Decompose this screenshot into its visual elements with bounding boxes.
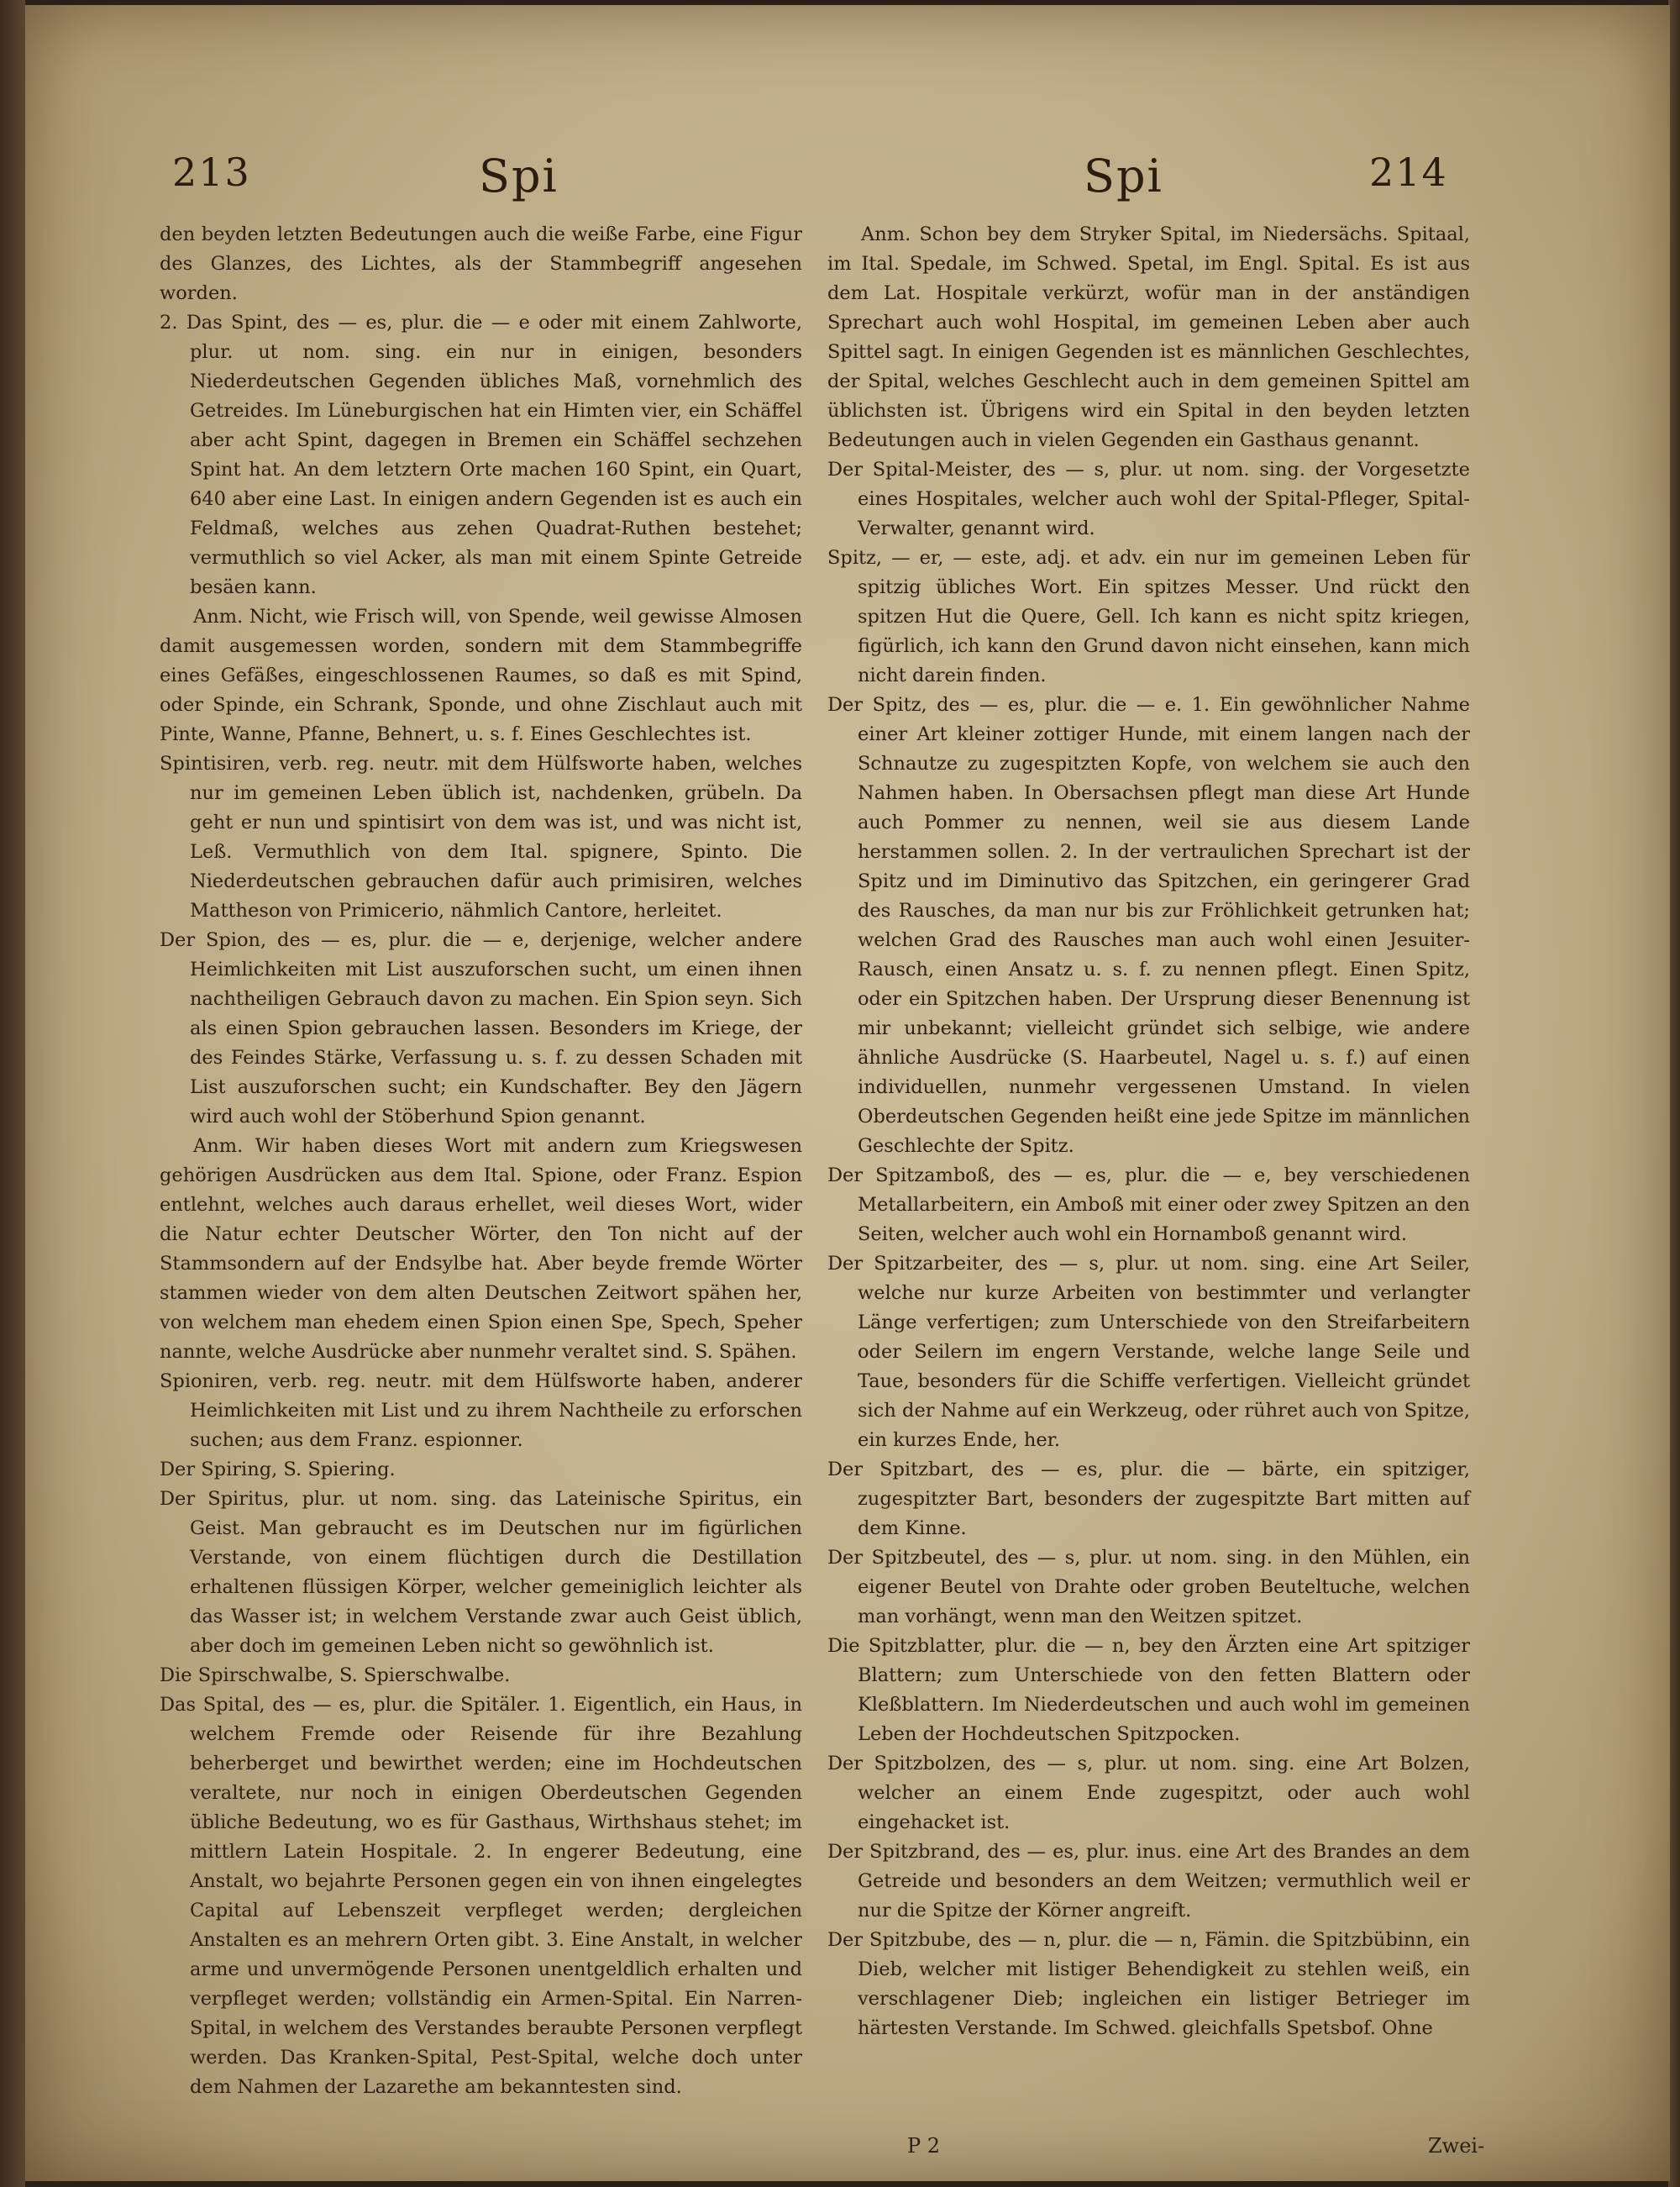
running-head-left: Spi (479, 150, 559, 202)
dictionary-entry: 2. Das Spint, des — es, plur. die — e oder mit einem Zahlworte, plur. ut nom. sing. ein nur in einigen, besonders Niederdeutschen Gegenden übliches Maß, vornehmlich des Getreides. Im Lüneburgischen hat ein Himten vier, ein Schäffel aber acht Spint, dagegen in Bremen ein Schäffel sechzehen Spint hat. An dem letztern Orte machen 160 Spint, ein Quart, 640 aber eine Last. In einigen andern Gegenden ist es auch ein Feldmaß, welches aus zehen Quadrat-Ruthen bestehet; vermuthlich so viel Acker, als man mit einem Spinte Getreide besäen kann. (160, 312, 802, 598)
left-column (160, 220, 802, 2102)
dictionary-entry: Die Spitzblatter, plur. die — n, bey den Ärzten eine Art spitziger Blattern; zum Unterschiede von den fetten Blattern oder Kleßblattern. Im Niederdeutschen und auch wohl im gemeinen Leben der Hochdeutschen Spitzpocken. (827, 1635, 1470, 1745)
paragraph: den beyden letzten Bedeutungen auch die weiße Farbe, eine Figur des Glanzes, des Lichtes, als der Stammbegriff angesehen worden. (160, 223, 802, 304)
annotation: Anm. Schon bey dem Stryker Spital, im Niedersächs. Spitaal, im Ital. Spedale, im Schwed. Spetal, im Engl. Spital. Es ist aus dem Lat. Hospitale verkürzt, wofür man in der anständigen Sprechart auch wohl Hospital, im gemeinen Leben aber auch Spittel sagt. In einigen Gegenden ist es männlichen Geschlechtes, der Spital, welches Geschlecht auch in dem gemeinen Spittel am üblichsten ist. Übrigens wird ein Spital in den beyden letzten Bedeutungen auch in vielen Gegenden ein Gasthaus genannt. (827, 223, 1470, 451)
dictionary-entry: Der Spitzbube, des — n, plur. die — n, Fämin. die Spitzbübinn, ein Dieb, welcher mit listiger Behendigkeit zu stehlen weiß, ein verschlagener Dieb; ingleichen ein listiger Betrieger im härtesten Verstande. Im Schwed. gleichfalls Spetsbof. Ohne (827, 1929, 1470, 2039)
annotation: Anm. Wir haben dieses Wort mit andern zum Kriegswesen gehörigen Ausdrücken aus dem Ital. Spione, oder Franz. Espion entlehnt, welches auch daraus erhellet, weil dieses Wort, wider die Natur echter Deutscher Wörter, den Ton nicht auf der Stammsondern auf der Endsylbe hat. Aber beyde fremde Wörter stammen wieder von dem alten Deutschen Zeitwort spähen her, von welchem man ehedem einen Spion einen Spe, Spech, Speher nannte, welche Ausdrücke aber nunmehr veraltet sind. S. Spähen. (160, 1135, 802, 1363)
catchword: Zwei- (1428, 2134, 1485, 2158)
previous-page-edge (0, 0, 25, 2187)
dictionary-entry: Der Spion, des — es, plur. die — e, derjenige, welcher andere Heimlichkeiten mit List auszuforschen sucht, um einen ihnen nachtheiligen Gebrauch davon zu machen. Ein Spion seyn. Sich als einen Spion gebrauchen lassen. Besonders im Kriege, der des Feindes Stärke, Verfassung u. s. f. zu dessen Schaden mit List auszuforschen sucht; ein Kundschafter. Bey den Jägern wird auch wohl der Stöberhund Spion genannt. (160, 929, 802, 1128)
page-number-left: 213 (172, 150, 251, 195)
right-column (827, 220, 1470, 2043)
dictionary-entry: Spioniren, verb. reg. neutr. mit dem Hülfsworte haben, anderer Heimlichkeiten mit List und zu ihrem Nachtheile zu erforschen suchen; aus dem Franz. espionner. (160, 1370, 802, 1451)
dictionary-entry: Der Spitz, des — es, plur. die — e. 1. Ein gewöhnlicher Nahme einer Art kleiner zottiger Hunde, mit einem langen nach der Schnautze zu zugespitzten Kopfe, von welchem sie auch den Nahmen haben. In Obersachsen pflegt man diese Art Hunde auch Pommer zu nennen, weil sie aus diesem Lande herstammen sollen. 2. In der vertraulichen Sprechart ist der Spitz und im Diminutivo das Spitzchen, ein geringerer Grad des Rausches, da man nur bis zur Fröhlichkeit getrunken hat; welchen Grad des Rausches man auch wohl einen Jesuiter-Rausch, einen Ansatz u. s. f. zu nennen pflegt. Einen Spitz, oder ein Spitzchen haben. Der Ursprung dieser Benennung ist mir unbekannt; vielleicht gründet sich selbige, wie andere ähnliche Ausdrücke (S. Haarbeutel, Nagel u. s. f.) auf einen individuellen, nunmehr vergessenen Umstand. In vielen Oberdeutschen Gegenden heißt eine jede Spitze im männlichen Geschlechte der Spitz. (827, 694, 1470, 1157)
dictionary-entry: Der Spiring, S. Spiering. (160, 1459, 396, 1480)
dictionary-entry: Der Spitzamboß, des — es, plur. die — e, bey verschiedenen Metallarbeitern, ein Amboß mit einer oder zwey Spitzen an den Seiten, welcher auch wohl ein Hornamboß genannt wird. (827, 1164, 1470, 1245)
book-edge (1668, 0, 1680, 2187)
dictionary-entry: Spintisiren, verb. reg. neutr. mit dem Hülfsworte haben, welches nur im gemeinen Leben üblich ist, nachdenken, grübeln. Da geht er nun und spintisirt von dem was ist, und was nicht ist, Leß. Vermuthlich von dem Ital. spignere, Spinto. Die Niederdeutschen gebrauchen dafür auch primisiren, welches Mattheson von Primicerio, nähmlich Cantore, herleitet. (160, 753, 802, 922)
running-head-right: Spi (1084, 150, 1163, 202)
dictionary-entry: Der Spitzbart, des — es, plur. die — bärte, ein spitziger, zugespitzter Bart, besonders der zugespitzte Bart mitten auf dem Kinne. (827, 1459, 1470, 1539)
dictionary-entry: Der Spitzbrand, des — es, plur. inus. eine Art des Brandes an dem Getreide und besonders an dem Weitzen; vermuthlich weil er nur die Spitze der Körner angreift. (827, 1841, 1470, 1922)
dictionary-entry: Der Spiritus, plur. ut nom. sing. das Lateinische Spiritus, ein Geist. Man gebraucht es im Deutschen nur im figürlichen Verstande, von einem flüchtigen durch die Destillation erhaltenen flüssigen Körper, welcher gemeiniglich leichter als das Wasser ist; in welchem Verstande zwar auch Geist üblich, aber doch im gemeinen Leben nicht so gewöhnlich ist. (160, 1488, 802, 1657)
dictionary-entry: Der Spitzarbeiter, des — s, plur. ut nom. sing. eine Art Seiler, welche nur kurze Arbeiten von bestimmter und verlangter Länge verfertigen; zum Unterschiede von den Streifarbeitern oder Seilern im engern Verstande, welche lange Seile und Taue, besonders für die Schiffe verfertigen. Vielleicht gründet sich der Nahme auf ein Werkzeug, oder rühret auch von Spitze, ein kurzes Ende, her. (827, 1253, 1470, 1451)
dictionary-entry: Die Spirschwalbe, S. Spierschwalbe. (160, 1664, 511, 1686)
signature-mark: P 2 (907, 2134, 941, 2158)
dictionary-entry: Der Spitzbeutel, des — s, plur. ut nom. sing. in den Mühlen, ein eigener Beutel von Drahte oder groben Beuteltuche, welchen man vorhängt, wenn man den Weitzen spitzet. (827, 1547, 1470, 1627)
dictionary-entry: Das Spital, des — es, plur. die Spitäler. 1. Eigentlich, ein Haus, in welchem Fremde oder Reisende für ihre Bezahlung beherberget und bewirthet werden; eine im Hochdeutschen veraltete, nur noch in einigen Oberdeutschen Gegenden übliche Bedeutung, wo es für Gasthaus, Wirthshaus stehet; im mittlern Latein Hospitale. 2. In engerer Bedeutung, eine Anstalt, wo bejahrte Personen gegen ein von ihnen eingelegtes Capital auf Lebenszeit verpfleget werden; dergleichen Anstalten es an mehrern Orten gibt. 3. Eine Anstalt, in welcher arme und unvermögende Personen unentgeldlich erhalten und verpfleget werden; vollständig ein Armen-Spital. Ein Narren-Spital, in welchem des Verstandes beraubte Personen verpflegt werden. Das Kranken-Spital, Pest-Spital, welche doch unter dem Nahmen der Lazarethe am bekanntesten sind. (160, 1694, 802, 2098)
page-number-right: 214 (1369, 150, 1448, 195)
dictionary-entry: Der Spital-Meister, des — s, plur. ut nom. sing. der Vorgesetzte eines Hospitales, welcher auch wohl der Spital-Pfleger, Spital-Verwalter, genannt wird. (827, 459, 1470, 539)
dictionary-entry: Der Spitzbolzen, des — s, plur. ut nom. sing. eine Art Bolzen, welcher an einem Ende zugespitzt, oder auch wohl eingehacket ist. (827, 1753, 1470, 1833)
annotation: Anm. Nicht, wie Frisch will, von Spende, weil gewisse Almosen damit ausgemessen worden, sondern mit dem Stammbegriffe eines Gefäßes, eingeschlossenen Raumes, so daß es mit Spind, oder Spinde, ein Schrank, Sponde, und ohne Zischlaut auch mit Pinte, Wanne, Pfanne, Behnert, u. s. f. Eines Geschlechtes ist. (160, 606, 802, 745)
dictionary-entry: Spitz, — er, — este, adj. et adv. ein nur im gemeinen Leben für spitzig übliches Wort. Ein spitzes Messer. Und rückt den spitzen Hut die Quere, Gell. Ich kann es nicht spitz kriegen, figürlich, ich kann den Grund davon nicht einsehen, kann mich nicht darein finden. (827, 547, 1470, 686)
